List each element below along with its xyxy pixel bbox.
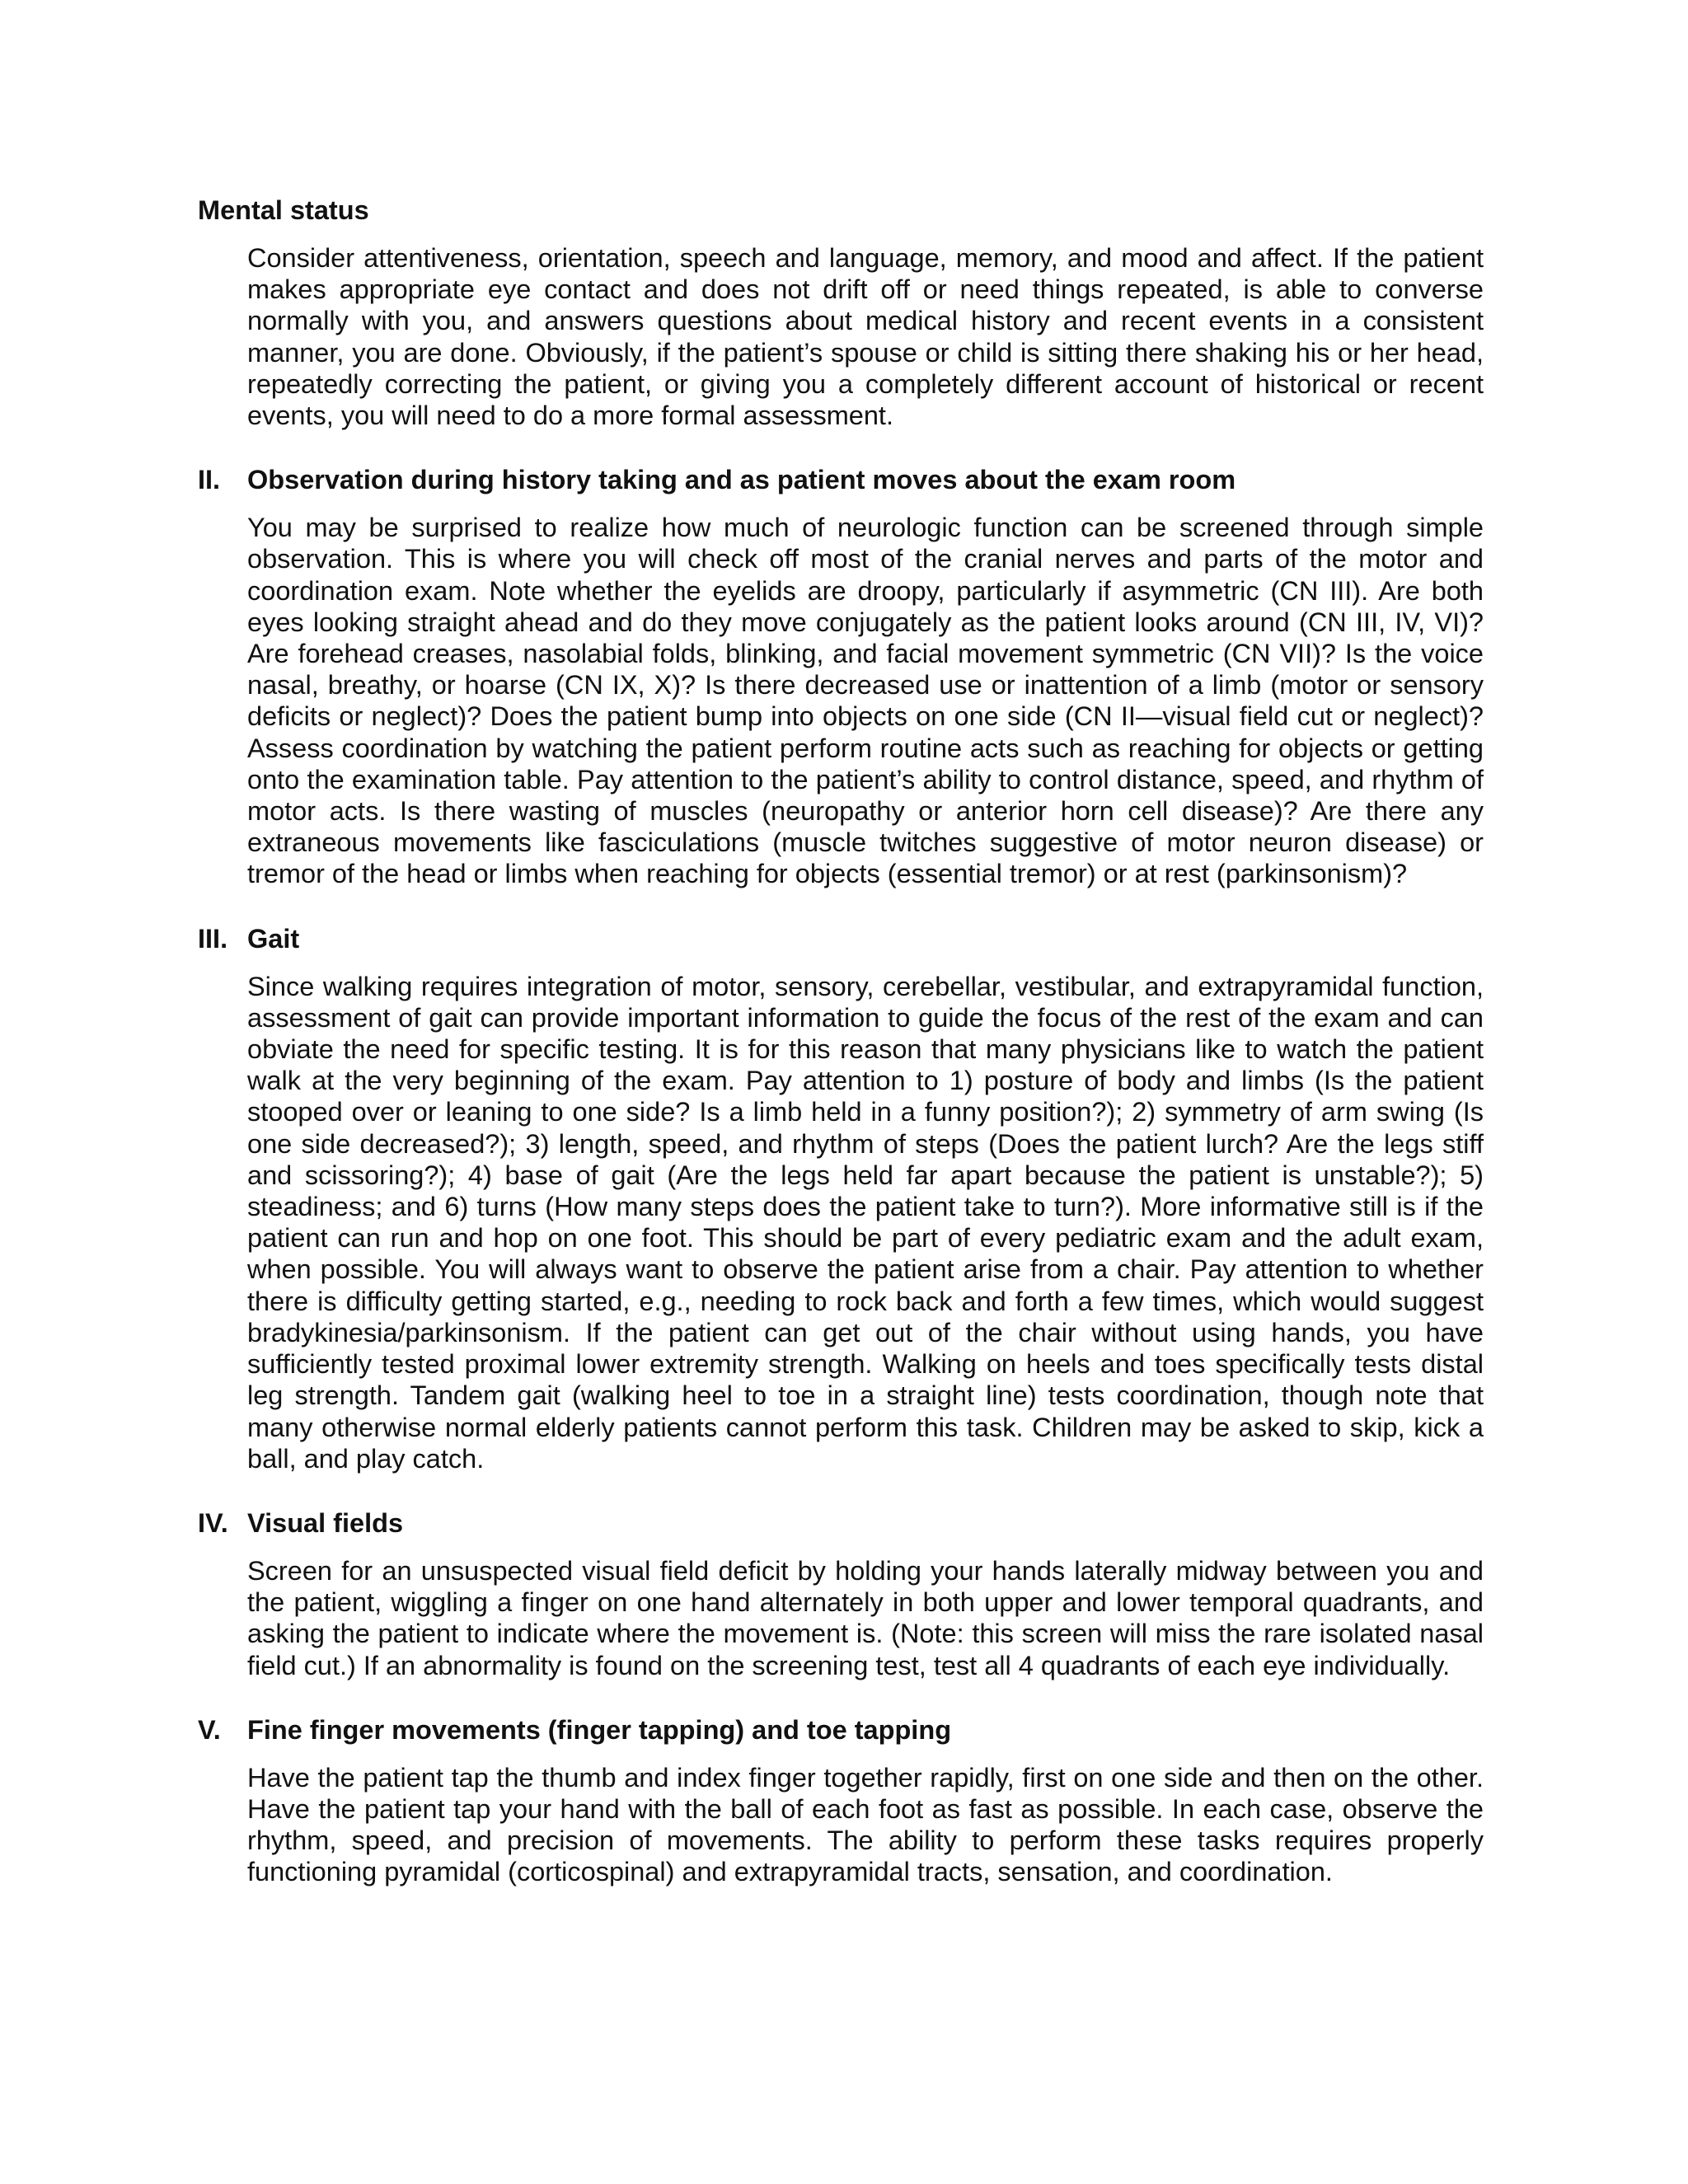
section-title: Visual fields — [247, 1507, 404, 1538]
section-number: V. — [198, 1714, 221, 1745]
section-heading — [198, 1507, 1484, 1539]
section-heading — [198, 1714, 1484, 1746]
section-title: Gait — [247, 923, 300, 954]
section-body: You may be surprised to realize how much of neurologic function can be screened through simple observation. This is where you will check off most of the cranial nerves and parts of the motor and coordination exam. Note whether the eyelids are droopy, particularly if asymmetric (CN III). Are both eyes looking straight ahead and do they move conjugately as the patient looks around (CN III, IV, VI)? Are forehead creases, nasolabial folds, blinking, and facial movement symmetric (CN VII)? Is the voice nasal, breathy, or hoarse (CN IX, X)? Is there decreased use or inattention of a limb (motor or sensory deficits or neglect)? Does the patient bump into objects on one side (CN II—visual field cut or neglect)? Assess coordination by watching the patient perform routine acts such as reaching for objects or getting onto the examination table. Pay attention to the patient’s ability to control distance, speed, and rhythm of motor acts. Is there wasting of muscles (neuropathy or anterior horn cell disease)? Are there any extraneous movements like fasciculations (muscle twitches suggestive of motor neuron disease) or tremor of the head or limbs when reaching for objects (essential tremor) or at rest (parkinsonism)? — [247, 513, 1484, 889]
section-fine-finger-movements — [198, 1714, 1484, 1888]
section-body: Consider attentiveness, orientation, speech and language, memory, and mood and affect. If the patient makes appropriate eye contact and does not drift off or need things repeated, is able to converse normally with you, and answers questions about medical history and recent events in a consistent manner, you are done. Obviously, if the patient’s spouse or child is sitting there shaking his or her head, repeatedly correcting the patient, or giving you a completely different account of historical or recent events, you will need to do a more formal assessment. — [247, 243, 1484, 431]
page-content — [198, 194, 1484, 1888]
section-body: Have the patient tap the thumb and index finger together rapidly, first on one side and then on the other. Have the patient tap your hand with the ball of each foot as fast as possible. In each case, observe the rhythm, speed, and precision of movements. The ability to perform these tasks requires properly functioning pyramidal (corticospinal) and extrapyramidal tracts, sensation, and coordination. — [247, 1762, 1484, 1887]
section-title: Fine finger movements (finger tapping) and toe tapping — [247, 1714, 952, 1745]
section-body: Screen for an unsuspected visual field deficit by holding your hands laterally midway between you and the patient, wiggling a finger on one hand alternately in both upper and lower temporal quadrants, and asking the patient to indicate where the movement is. (Note: this screen will miss the rare isolated nasal field cut.) If an abnormality is found on the screening test, test all 4 quadrants of each eye individually. — [247, 1555, 1484, 1680]
section-heading — [198, 464, 1484, 495]
section-observation — [198, 464, 1484, 889]
section-body: Since walking requires integration of motor, sensory, cerebellar, vestibular, and extrapyramidal function, assessment of gait can provide important information to guide the focus of the rest of the exam and can obviate the need for specific testing. It is for this reason that many physicians like to watch the patient walk at the very beginning of the exam. Pay attention to 1) posture of body and limbs (Is the patient stooped over or leaning to one side? Is a limb held in a funny position?); 2) symmetry of arm swing (Is one side decreased?); 3) length, speed, and rhythm of steps (Does the patient lurch? Are the legs stiff and scissoring?); 4) base of gait (Are the legs held far apart because the patient is unstable?); 5) steadiness; and 6) turns (How many steps does the patient take to turn?). More informative still is if the patient can run and hop on one foot. This should be part of every pediatric exam and the adult exam, when possible. You will always want to observe the patient arise from a chair. Pay attention to whether there is difficulty getting started, e.g., needing to rock back and forth a few times, which would suggest bradykinesia/parkinsonism. If the patient can get out of the chair without using hands, you have sufficiently tested proximal lower extremity strength. Walking on heels and toes specifically tests distal leg strength. Tandem gait (walking heel to toe in a straight line) tests coordination, though note that many otherwise normal elderly patients cannot perform this task. Children may be asked to skip, kick a ball, and play catch. — [247, 971, 1484, 1474]
section-heading — [198, 923, 1484, 954]
section-number: IV. — [198, 1507, 228, 1538]
section-number: III. — [198, 923, 228, 954]
section-number: II. — [198, 465, 221, 495]
section-heading — [198, 194, 1484, 226]
section-visual-fields — [198, 1507, 1484, 1681]
section-title: Mental status — [198, 195, 369, 225]
section-gait — [198, 923, 1484, 1474]
section-mental-status — [198, 194, 1484, 431]
section-title: Observation during history taking and as patient moves about the exam room — [247, 465, 1236, 495]
